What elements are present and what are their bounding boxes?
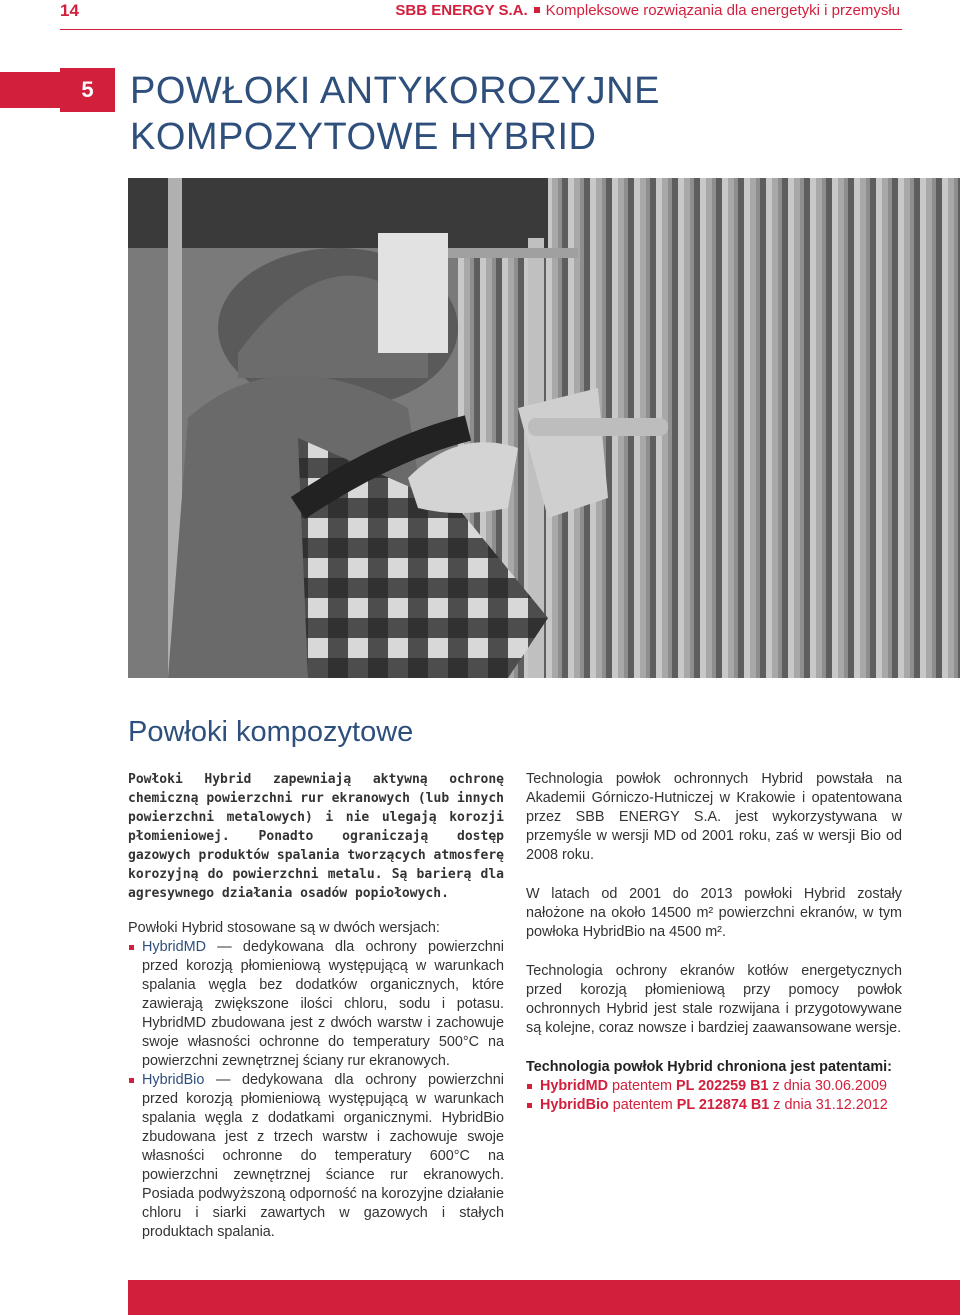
tagline: Kompleksowe rozwiązania dla energetyki i przemysłu [545, 2, 900, 19]
paragraph: W latach od 2001 do 2013 powłoki Hybrid zostały nałożone na około 14500 m² powierzchni ekranów, w tym powłoka HybridBio na 4500 m². [526, 886, 902, 940]
section-title-line1: POWŁOKI ANTYKOROZYJNE [130, 70, 660, 112]
product-description: — dedykowana dla ochrony powierzchni przed korozją płomieniową występującą w warunkach spalania węgla z dodatkami organicznymi. HybridBio zbudowana jest z trzech warstw i zachowuje swoje własności ochronne do temperatury 600°C na powierzchni zewnętrznej ściance rur ekranowych. Posiada podwyższoną odporność na korozyjne działanie chloru i siarki zawartych w gazowych i stałych produktach spalania. [142, 1072, 504, 1240]
left-column [128, 770, 504, 1242]
patent-product: HybridMD [540, 1078, 608, 1094]
right-column [526, 770, 902, 1115]
worker-photo-illustration [128, 178, 960, 678]
product-description: — dedykowana dla ochrony powierzchni przed korozją płomieniową występującą w warunkach spalania węgla bez dodatków organicznych, które zawierają zwiększone ilości chloru, sodu i potasu. HybridMD zbudowana jest z dwóch warstw i zachowuje swoje własności ochronne do temperatury 500°C na powierzchni zewnętrznej ściany rur ekranowych. [142, 939, 504, 1069]
lead-paragraph: Powłoki Hybrid zapewniają aktywną ochronę chemiczną powierzchni rur ekranowych (lub innych powierzchni metalowych) i nie ulegają korozji płomieniowej. Ponadto ograniczają dostęp gazowych produktów spalania tworzących atmosferę korozyjną do powierzchni metalu. Są barierą dla agresywnego działania osadów popiołowych. [128, 772, 504, 901]
patents-list [526, 1077, 902, 1115]
product-name: HybridMD [142, 939, 206, 955]
list-item [128, 1071, 504, 1242]
footer-bar [128, 1280, 960, 1315]
section-bar [0, 72, 60, 108]
bullet-square-icon [534, 7, 540, 13]
list-item [128, 938, 504, 1071]
section-number: 5 [60, 68, 115, 112]
patent-number: PL 212874 B1 [676, 1097, 770, 1113]
patent-date: 30.06.2009 [814, 1078, 887, 1094]
patents-heading: Technologia powłok Hybrid chroniona jest patentami: [526, 1059, 892, 1075]
patent-product: HybridBio [540, 1097, 609, 1113]
list-item: HybridMD patentem PL 202259 B1 z dnia 30.06.2009 [526, 1077, 902, 1096]
versions-intro: Powłoki Hybrid stosowane są w dwóch wersjach: [128, 920, 440, 936]
header-rule [60, 29, 902, 30]
page-header [0, 0, 960, 28]
patent-number: PL 202259 B1 [675, 1078, 769, 1094]
running-header [395, 2, 900, 19]
section-title [130, 68, 660, 160]
paragraph: Technologia ochrony ekranów kotłów energetycznych przed korozją płomieniową przy pomocy powłok ochronnych Hybrid jest stale rozwijana i przygotowywane są kolejne, coraz nowsze i bardziej zaawansowane wersje. [526, 963, 902, 1036]
patent-date: 31.12.2012 [815, 1097, 888, 1113]
subheading: Powłoki kompozytowe [128, 716, 414, 748]
versions-list [128, 938, 504, 1242]
brand-name: SBB ENERGY S.A. [395, 2, 528, 19]
page-number: 14 [60, 1, 79, 20]
list-item: HybridBio patentem PL 212874 B1 z dnia 31.12.2012 [526, 1096, 902, 1115]
section-title-line2: KOMPOZYTOWE HYBRID [130, 116, 597, 158]
product-name: HybridBio [142, 1072, 205, 1088]
paragraph: Technologia powłok ochronnych Hybrid powstała na Akademii Górniczo-Hutniczej w Krakowie i opatentowana przez SBB ENERGY S.A. jest wykorzystywana w przemyśle w wersji MD od 2001 roku, zaś w wersji Bio od 2008 roku. [526, 771, 902, 863]
worker-photo [128, 178, 960, 678]
